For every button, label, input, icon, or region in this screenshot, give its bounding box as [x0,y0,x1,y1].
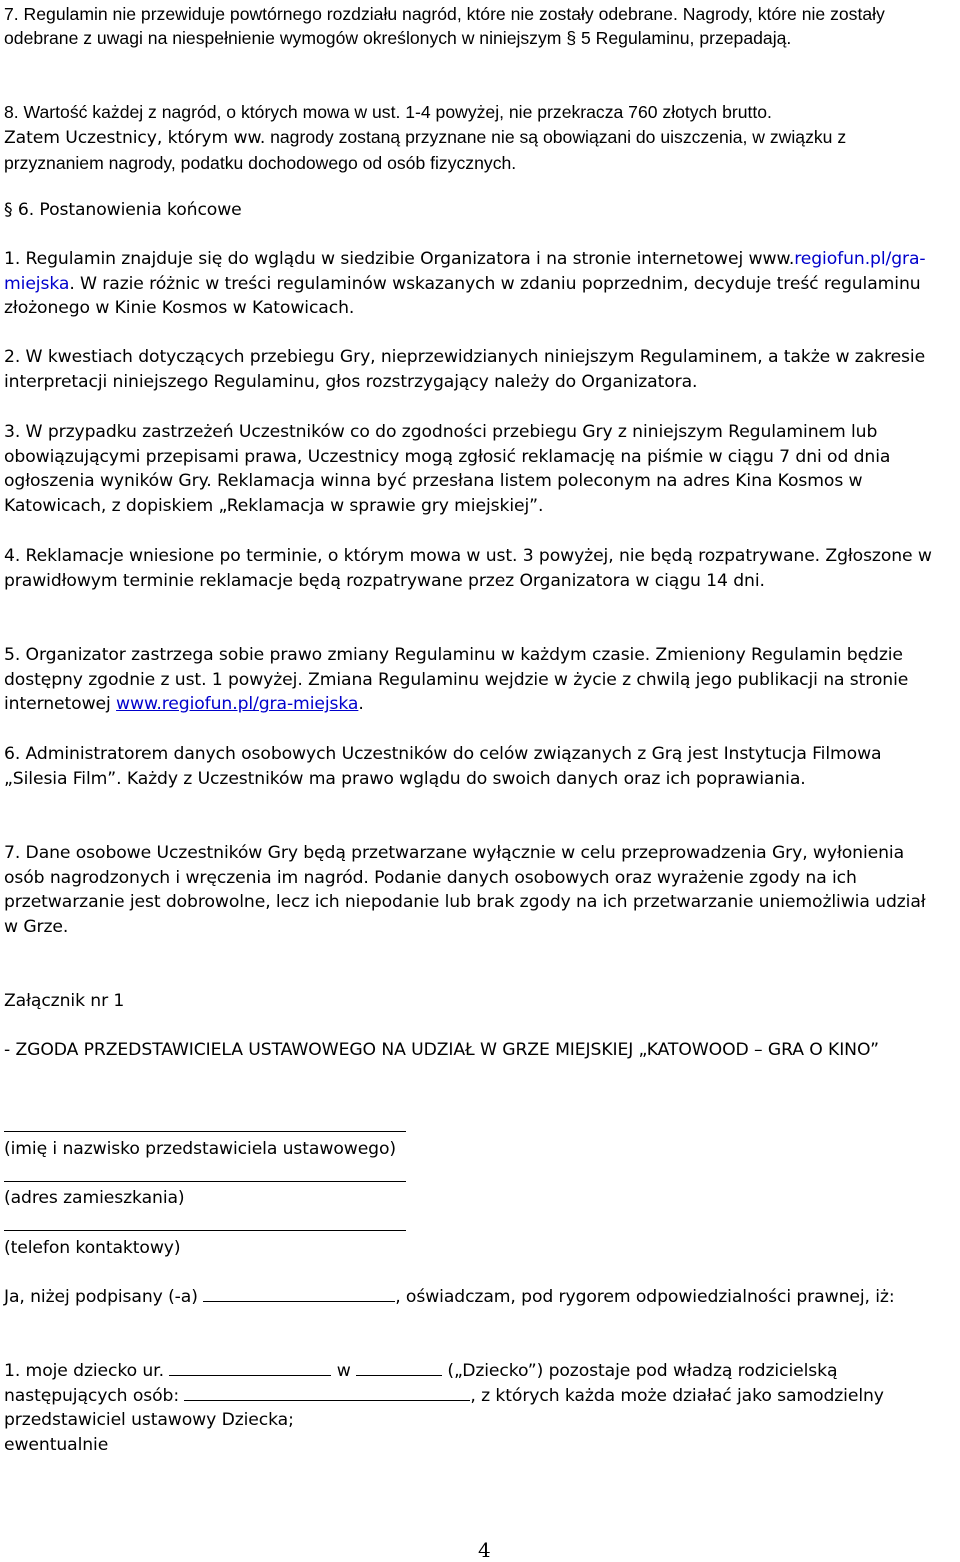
paragraph-5-8-line1: 8. Wartość każdej z nagród, o których mowa w ust. 1-4 powyżej, nie przekracza 760 złotych brutto. [4,102,772,122]
paragraph-6-6: 6. Administratorem danych osobowych Uczestników do celów związanych z Grą jest Instytucja Filmowa „Silesia Film”. Każdy z Uczestników ma prawo wglądu do swoich danych oraz ich poprawiania. [4,744,882,789]
guardians-blank[interactable] [184,1384,470,1401]
declaration-part-a: Ja, niżej podpisany (-a) [4,1287,198,1307]
point-1-part-d: , z których każda może działać jako samodzielny przedstawiciel ustawowy Dziecka; [4,1385,884,1431]
paragraph-6-5-part-b: . [358,694,364,715]
declaration-point-1 [4,1359,954,1457]
page-number: 4 [478,1538,491,1562]
paragraph-6-2: 2. W kwestiach dotyczących przebiegu Gry, nieprzewidzianych niniejszym Regulaminem, a także w zakresie interpretacji niniejszego Regulaminu, głos rozstrzygający należy do Organizatora. [4,347,926,392]
birth-place-blank[interactable] [356,1359,442,1376]
birth-date-blank[interactable] [169,1359,331,1376]
name-signature-line[interactable] [4,1130,406,1132]
regiofun-link-1[interactable]: regiofun.pl/gra-miejska [4,249,926,294]
point-1-part-a: 1. moje dziecko ur. [4,1361,164,1381]
declaration-paragraph [4,1285,904,1310]
section-6-heading: § 6. Postanowienia końcowe [4,200,242,220]
phone-signature-line[interactable] [4,1229,406,1231]
paragraph-6-5-part-a: 5. Organizator zastrzega sobie prawo zmiany Regulaminu w każdym czasie. Zmieniony Regulamin będzie dostępny zgodnie z ust. 1 powyżej. Zmiana Regulaminu wejdzie w życie z chwilą jego publikacji na stronie internetowej [4,645,909,715]
point-1-part-e: ewentualnie [4,1434,109,1455]
paragraph-6-1 [4,247,939,321]
point-1-w: w [336,1361,351,1381]
paragraph-5-8-line2 [4,125,939,176]
attachment-title: Załącznik nr 1 [4,991,125,1011]
phone-field-label: (telefon kontaktowy) [4,1238,181,1258]
declaration-part-b: , oświadczam, pod rygorem odpowiedzialności prawnej, iż: [395,1287,895,1307]
point-1-part-b: („Dziecko”) pozostaje pod władzą rodzicielską [447,1361,838,1381]
point-1-part-c: następujących osób: [4,1385,180,1406]
paragraph-6-7: 7. Dane osobowe Uczestników Gry będą przetwarzane wyłącznie w celu przeprowadzenia Gry, wyłonienia osób nagrodzonych i wręczenia im nagród. Podanie danych osobowych oraz wyrażenie zgody na ich przetwarzanie jest dobrowolne, lecz ich niepodanie lub brak zgody na ich przetwarzanie uniemożliwia udział w Grze. [4,843,926,937]
paragraph-6-1-part-a: 1. Regulamin znajduje się do wglądu w siedzibie Organizatora i na stronie internetowej www. [4,249,795,269]
regiofun-link-2[interactable]: www.regiofun.pl/gra-miejska [116,694,359,715]
signer-name-blank[interactable] [203,1285,395,1302]
paragraph-5-8-part-a: Zatem Uczestnicy, którym ww. [4,128,266,148]
attachment-heading: - ZGODA PRZEDSTAWICIELA USTAWOWEGO NA UDZIAŁ W GRZE MIEJSKIEJ „KATOWOOD – GRA O KINO” [4,1040,879,1060]
paragraph-6-1-part-b: . W razie różnic w treści regulaminów wskazanych w zdaniu poprzednim, decyduje treść regulaminu złożonego w Kinie Kosmos w Katowicach. [4,273,921,319]
address-signature-line[interactable] [4,1180,406,1182]
paragraph-6-4: 4. Reklamacje wniesione po terminie, o którym mowa w ust. 3 powyżej, nie będą rozpatrywane. Zgłoszone w prawidłowym terminie reklamacje będą rozpatrywane przez Organizatora w ciągu 14 dni. [4,546,932,591]
paragraph-6-5 [4,643,939,717]
paragraph-5-7: 7. Regulamin nie przewiduje powtórnego rozdziału nagród, które nie zostały odebrane. Nagrody, które nie zostały odebrane z uwagi na niespełnienie wymogów określonych w niniejszym § 5 Regulaminu, przepadają. [4,4,885,49]
paragraph-6-3: 3. W przypadku zastrzeżeń Uczestników co do zgodności przebiegu Gry z niniejszym Regulaminem lub obowiązującymi przepisami prawa, Uczestnicy mogą zgłosić reklamację na piśmie w ciągu 7 dni od dnia ogłoszenia wyników Gry. Reklamacja winna być przesłana listem poleconym na adres Kina Kosmos w Katowicach, z dopiskiem „Reklamacja w sprawie gry miejskiej”. [4,422,891,516]
paragraph-5-8-part-b: nagrody zostaną przyznane nie są obowiązani do uiszczenia, w związku z przyznaniem nagrody, podatku dochodowego od osób fizycznych. [4,127,847,173]
name-field-label: (imię i nazwisko przedstawiciela ustawowego) [4,1139,396,1159]
address-field-label: (adres zamieszkania) [4,1188,185,1208]
